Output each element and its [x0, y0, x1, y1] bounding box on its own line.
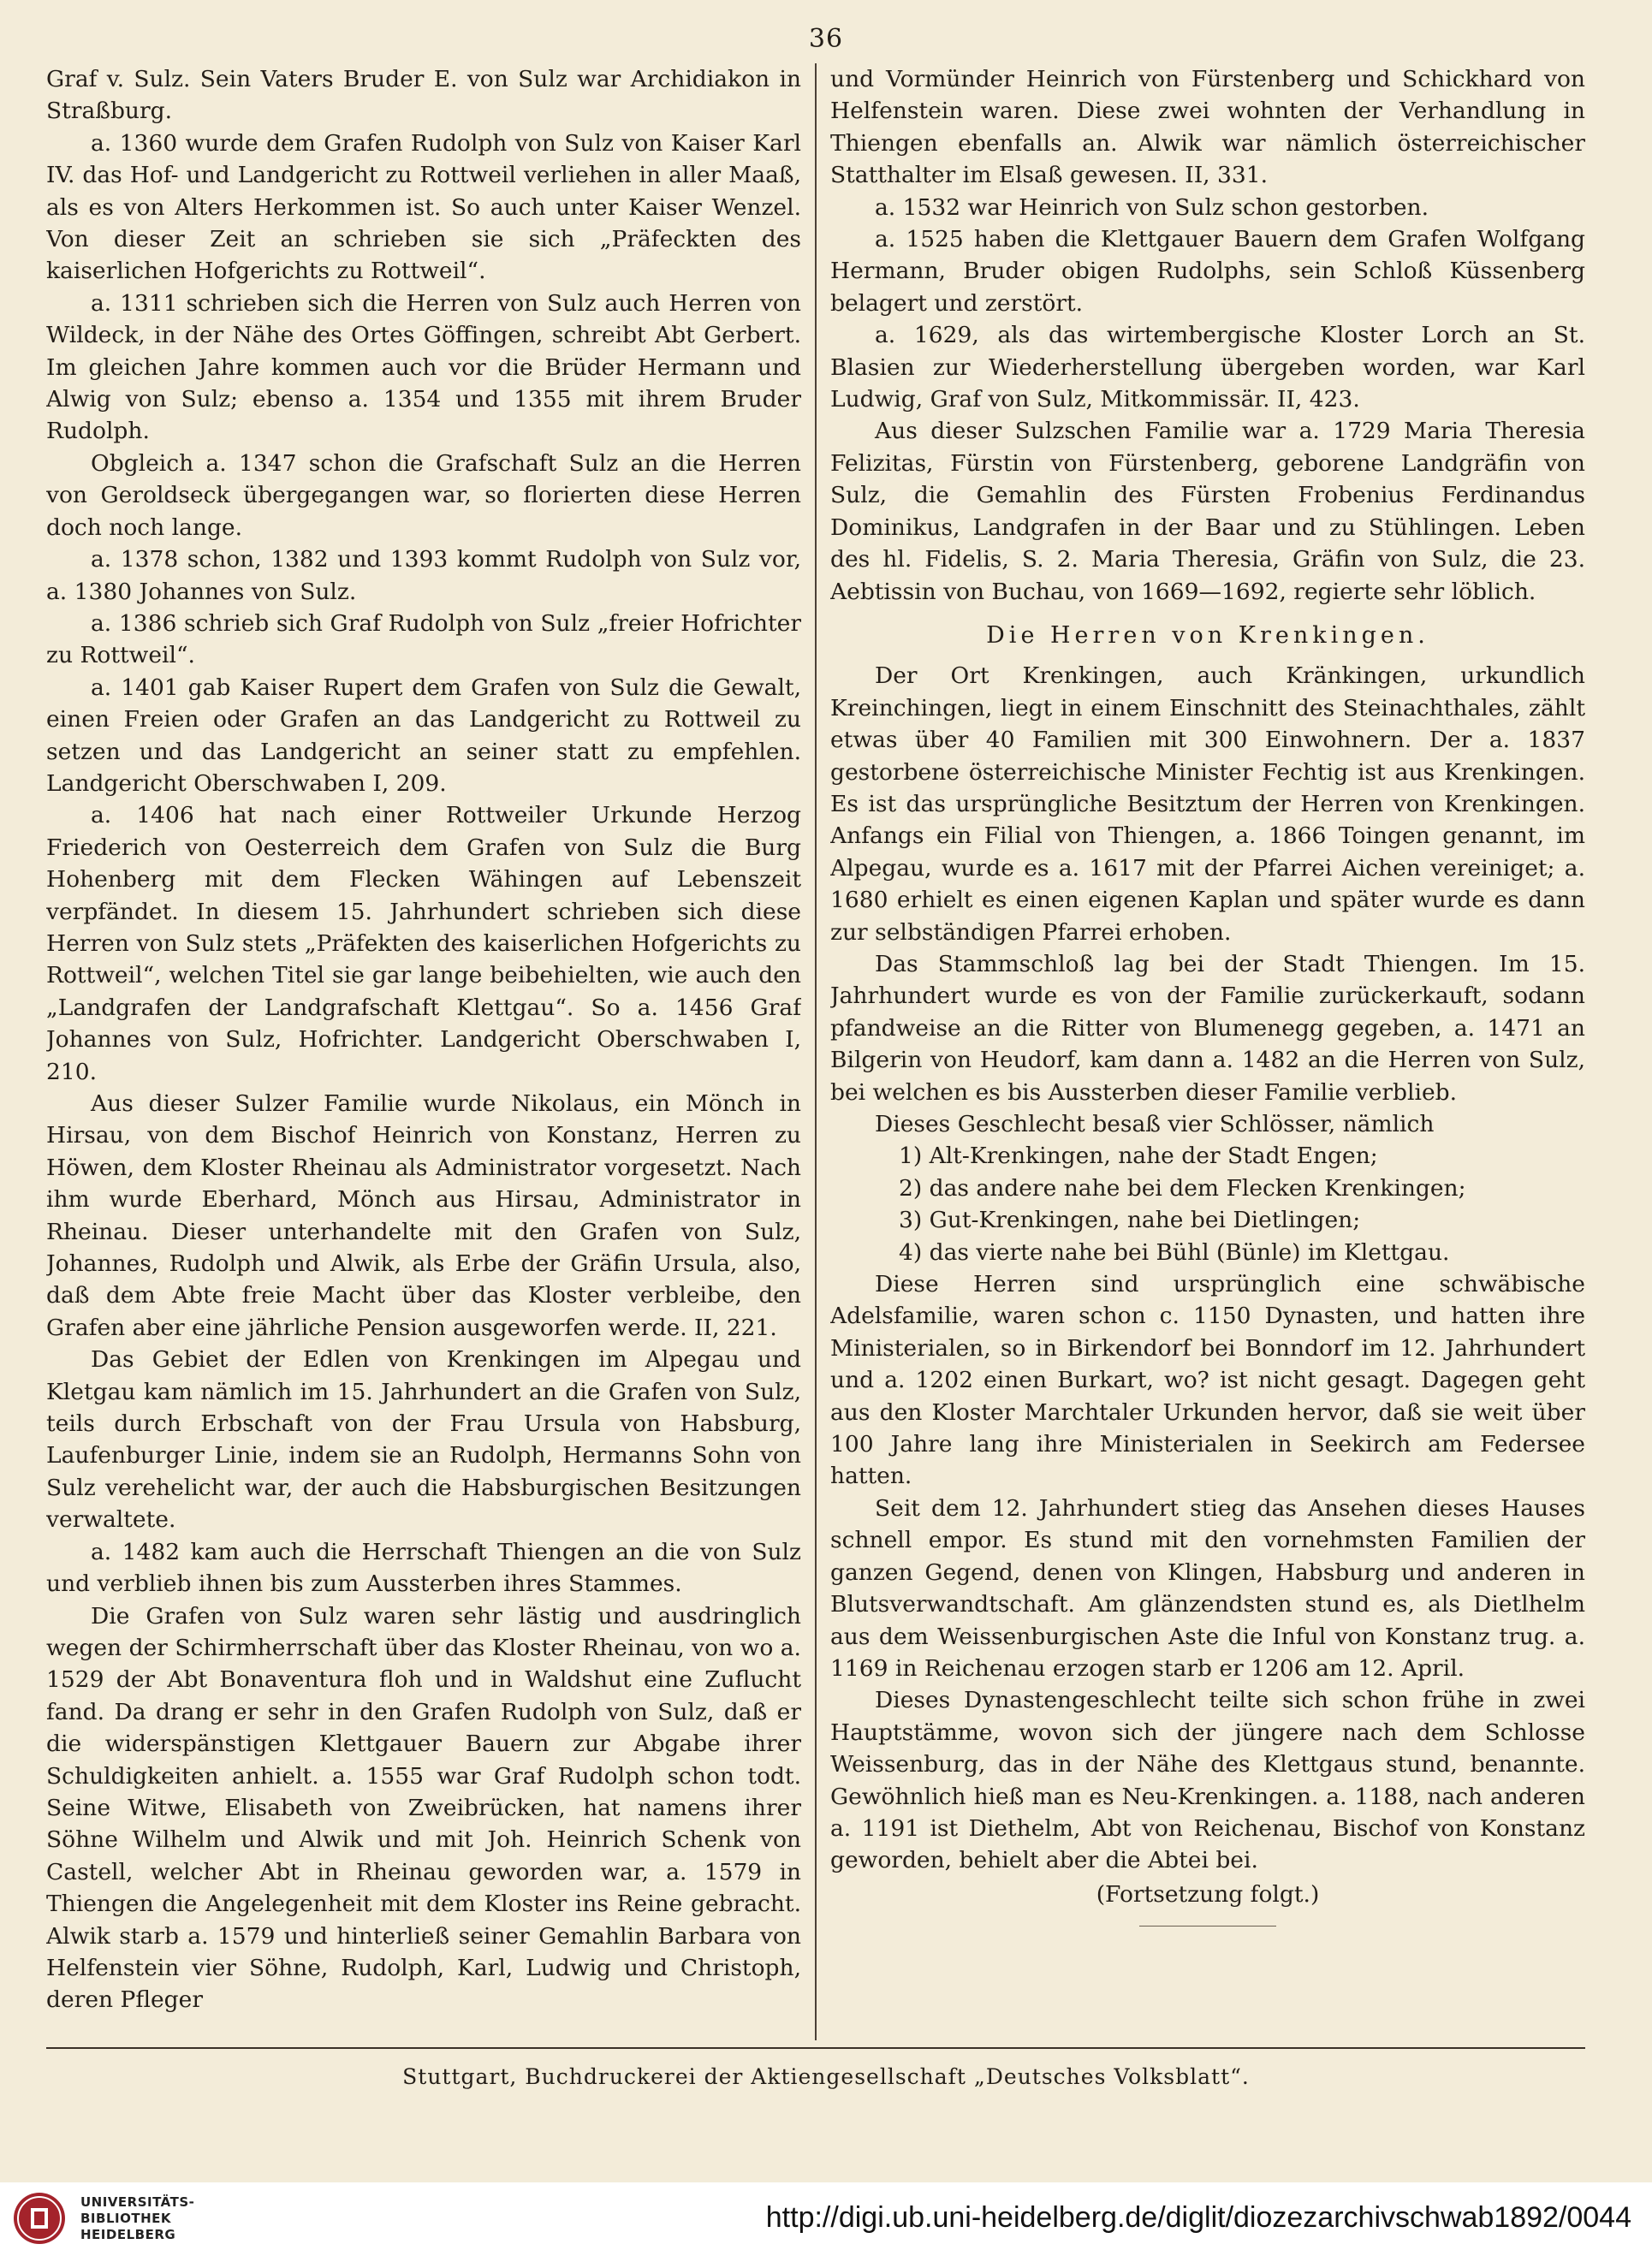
- paragraph: Der Ort Krenkingen, auch Kränkingen, urkundlich Kreinchingen, liegt in einem Einschnitt des Steinachthales, zählt etwas über 40 Familien mit 300 Einwohnern. Der a. 1837 gestorbene österreichische Minister Fechtig ist aus Krenkingen. Es ist das ursprüngliche Besitztum der Herren von Krenkingen. Anfangs ein Filial von Thiengen, a. 1866 Toingen genannt, im Alpegau, wurde es a. 1617 mit der Pfarrei Aichen vereiniget; a. 1680 erhielt es einen eigenen Kaplan und später wurde es dann zur selbständigen Pfarrei erhoben.: [830, 662, 1585, 946]
- paragraph: a. 1525 haben die Klettgauer Bauern dem Grafen Wolfgang Hermann, Bruder obigen Rudolphs, sein Schloß Küssenberg belagert und zerstört.: [830, 226, 1585, 317]
- article-columns: [46, 63, 1585, 2040]
- paragraph: Das Gebiet der Edlen von Krenkingen im Alpegau und Kletgau kam nämlich im 15. Jahrhundert an die Grafen von Sulz, teils durch Erbschaft von der Frau Ursula von Habsburg, Laufenburger Linie, indem sie an Rudolph, Hermanns Sohn von Sulz verehelicht war, der auch die Habsburgischen Besitzungen verwaltete.: [46, 1346, 801, 1534]
- paragraph: Aus dieser Sulzer Familie wurde Nikolaus, ein Mönch in Hirsau, von dem Bischof Heinrich von Konstanz, Herren zu Höwen, dem Kloster Rheinau als Administrator vorgesetzt. Nach ihm wurde Eberhard, Mönch aus Hirsau, Administrator in Rheinau. Dieser unterhandelte mit den Grafen von Sulz, Johannes, Rudolph und Alwik, als Erbe der Gräfin Ursula, also, daß dem Abte freie Macht über das Kloster verbleibe, den Grafen aber eine jährliche Pension ausgeworfen werde. II, 221.: [46, 1090, 801, 1341]
- paragraph: a. 1532 war Heinrich von Sulz schon gestorben.: [875, 193, 1429, 221]
- paragraph: a. 1406 hat nach einer Rottweiler Urkunde Herzog Friederich von Oesterreich dem Grafen von Sulz die Burg Hohenberg mit dem Flecken Wähingen auf Lebenszeit verpfändet. In diesem 15. Jahrhundert schrieben sich diese Herren von Sulz stets „Präfekten des kaiserlichen Hofgerichts zu Rottweil“, welchen Titel sie gar lange beibehielten, wie auch den „Landgrafen der Landgrafschaft Klettgau“. So a. 1456 Graf Johannes von Sulz, Hofrichter. Landgericht Oberschwaben I, 210.: [46, 802, 801, 1085]
- paragraph: a. 1401 gab Kaiser Rupert dem Grafen von Sulz die Gewalt, einen Freien oder Grafen an das Landgericht zu Rottweil zu setzen und das Landgericht an seiner statt zu empfehlen. Landgericht Oberschwaben I, 209.: [46, 674, 801, 797]
- library-name-line: UNIVERSITÄTS-: [80, 2194, 195, 2210]
- left-paragraphs: [46, 63, 801, 2016]
- library-seal-icon: [12, 2191, 67, 2246]
- source-url-link[interactable]: http://digi.ub.uni-heidelberg.de/diglit/diozezarchivschwab1892/0044: [765, 2201, 1631, 2234]
- list-item: 1) Alt-Krenkingen, nahe der Stadt Engen;: [899, 1143, 1378, 1170]
- footer-rule: [46, 2047, 1585, 2049]
- paragraph: Aus dieser Sulzschen Familie war a. 1729 Maria Theresia Felizitas, Fürstin von Fürstenberg, geborene Landgräfin von Sulz, die Gemahlin des Fürsten Frobenius Ferdinandus Dominikus, Landgrafen in der Baar und zu Stühlingen. Leben des hl. Fidelis, S. 2. Maria Theresia, Gräfin von Sulz, die 23. Aebtissin von Buchau, von 1669—1692, regierte sehr löblich.: [830, 418, 1585, 605]
- paragraph: und Vormünder Heinrich von Fürstenberg und Schickhard von Helfenstein waren. Diese zwei wohnten der Verhandlung in Thiengen ebenfalls an. Alwik war nämlich österreichischer Statthalter im Elsaß gewesen. II, 331.: [830, 66, 1585, 189]
- list-item: 4) das vierte nahe bei Bühl (Bünle) im Klettgau.: [899, 1238, 1450, 1266]
- paragraph: Die Grafen von Sulz waren sehr lästig und ausdringlich wegen der Schirmherrschaft über das Kloster Rheinau, von wo a. 1529 der Abt Bonaventura floh und in Waldshut eine Zuflucht fand. Da drang er sehr in den Grafen Rudolph von Sulz, daß er die widerspänstigen Klettgauer Bauern zur Abgabe ihrer Schuldigkeiten anhielt. a. 1555 war Graf Rudolph schon todt. Seine Witwe, Elisabeth von Zweibrücken, hat namens ihrer Söhne Wilhelm und Alwik und mit Joh. Heinrich Schenk von Castell, welcher Abt in Rheinau geworden war, a. 1579 in Thiengen die Angelegenheit mit dem Kloster ins Reine gebracht. Alwik starb a. 1579 und hinterließ seiner Gemahlin Barbara von Helfenstein vier Söhne, Rudolph, Karl, Ludwig und Christoph, deren Pfleger: [46, 1602, 801, 2014]
- right-paragraphs-bottom: [830, 1268, 1585, 1877]
- continuation-note: (Fortsetzung folgt.): [1096, 1880, 1320, 1908]
- right-paragraphs-top: [830, 63, 1585, 608]
- paragraph: a. 1629, als das wirtembergische Kloster Lorch an St. Blasien zur Wiederherstellung übergeben worden, war Karl Ludwig, Graf von Sulz, Mitkommissär. II, 423.: [830, 322, 1585, 413]
- printer-imprint: Stuttgart, Buchdruckerei der Aktiengesellschaft „Deutsches Volksblatt“.: [402, 2064, 1250, 2089]
- paragraph: a. 1360 wurde dem Grafen Rudolph von Sulz von Kaiser Karl IV. das Hof- und Landgericht zu Rottweil verliehen in aller Maaß, als es von Alters Herkommen ist. So auch unter Kaiser Wenzel. Von dieser Zeit an schrieben sie sich „Präfeckten des kaiserlichen Hofgerichts zu Rottweil“.: [46, 129, 801, 285]
- list-item: 3) Gut-Krenkingen, nahe bei Dietlingen;: [899, 1207, 1361, 1234]
- paragraph: Diese Herren sind ursprünglich eine schwäbische Adelsfamilie, waren schon c. 1150 Dynasten, und hatten ihre Ministerialen, so in Birkendorf bei Bonndorf im 12. Jahrhundert und a. 1202 einen Burkart, wo? ist nicht gesagt. Dagegen geht aus den Kloster Marchtaler Urkunden hervor, daß sie weit über 100 Jahre lang ihre Ministerialen in Seekirch am Federsee hatten.: [830, 1271, 1585, 1490]
- paragraph: Dieses Geschlecht besaß vier Schlösser, nämlich: [875, 1111, 1435, 1137]
- paragraph: Obgleich a. 1347 schon die Grafschaft Sulz an die Herren von Geroldseck übergegangen war, so florierten diese Herren doch noch lange.: [46, 449, 801, 541]
- paragraph: Seit dem 12. Jahrhundert stieg das Ansehen dieses Hauses schnell empor. Es stund mit den vornehmsten Familien der ganzen Gegend, denen von Klingen, Habsburg und anderen in Blutsverwandtschaft. Am glänzendsten stund es, als Dietlhelm aus dem Weissenburgischen Aste die Inful von Konstanz trug. a. 1169 in Reichenau erzogen starb er 1206 am 12. April.: [830, 1494, 1585, 1682]
- paragraph: Das Stammschloß lag bei der Stadt Thiengen. Im 15. Jahrhundert wurde es von der Familie zurückerkauft, sodann pfandweise an die Ritter von Blumenegg gegeben, a. 1471 an Bilgerin von Heudorf, kam dann a. 1482 an die Herren von Sulz, bei welchen es bis Aussterben dieser Familie verblieb.: [830, 950, 1585, 1106]
- section-heading: Die Herren von Krenkingen.: [986, 621, 1429, 649]
- paragraph: Graf v. Sulz. Sein Vaters Bruder E. von Sulz war Archidiakon in Straßburg.: [46, 66, 801, 125]
- paragraph: a. 1378 schon, 1382 und 1393 kommt Rudolph von Sulz vor, a. 1380 Johannes von Sulz.: [46, 546, 801, 605]
- list-item: 2) das andere nahe bei dem Flecken Krenkingen;: [899, 1174, 1466, 1202]
- column-divider: [815, 63, 817, 2040]
- library-name-line: HEIDELBERG: [80, 2227, 176, 2242]
- page-number: 36: [808, 24, 844, 54]
- library-name-line: BIBLIOTHEK: [80, 2211, 171, 2226]
- library-name: [80, 2194, 194, 2243]
- library-banner: [0, 2182, 1652, 2256]
- paragraph: a. 1311 schrieben sich die Herren von Sulz auch Herren von Wildeck, in der Nähe des Ortes Göffingen, schreibt Abt Gerbert. Im gleichen Jahre kommen auch vor die Brüder Hermann und Alwig von Sulz; ebenso a. 1354 und 1355 mit ihrem Bruder Rudolph.: [46, 289, 801, 445]
- paragraph: Dieses Dynastengeschlecht teilte sich schon frühe in zwei Hauptstämme, wovon sich der jüngere nach dem Schlosse Weissenburg, das in der Nähe des Klettgaus stund, benannte. Gewöhnlich hieß man es Neu-Krenkingen. a. 1188, nach anderen a. 1191 ist Diethelm, Abt von Reichenau, Bischof von Konstanz geworden, behielt aber die Abtei bei.: [830, 1687, 1585, 1874]
- paragraph: a. 1386 schrieb sich Graf Rudolph von Sulz „freier Hofrichter zu Rottweil“.: [46, 609, 801, 669]
- right-column: [830, 63, 1585, 2040]
- castle-list: [830, 1140, 1585, 1268]
- end-rule: [1139, 1926, 1276, 1927]
- paragraph: a. 1482 kam auch die Herrschaft Thiengen an die von Sulz und verblieb ihnen bis zum Aussterben ihres Stammes.: [46, 1538, 801, 1598]
- right-paragraphs-middle: [830, 660, 1585, 1140]
- left-column: [46, 63, 801, 2040]
